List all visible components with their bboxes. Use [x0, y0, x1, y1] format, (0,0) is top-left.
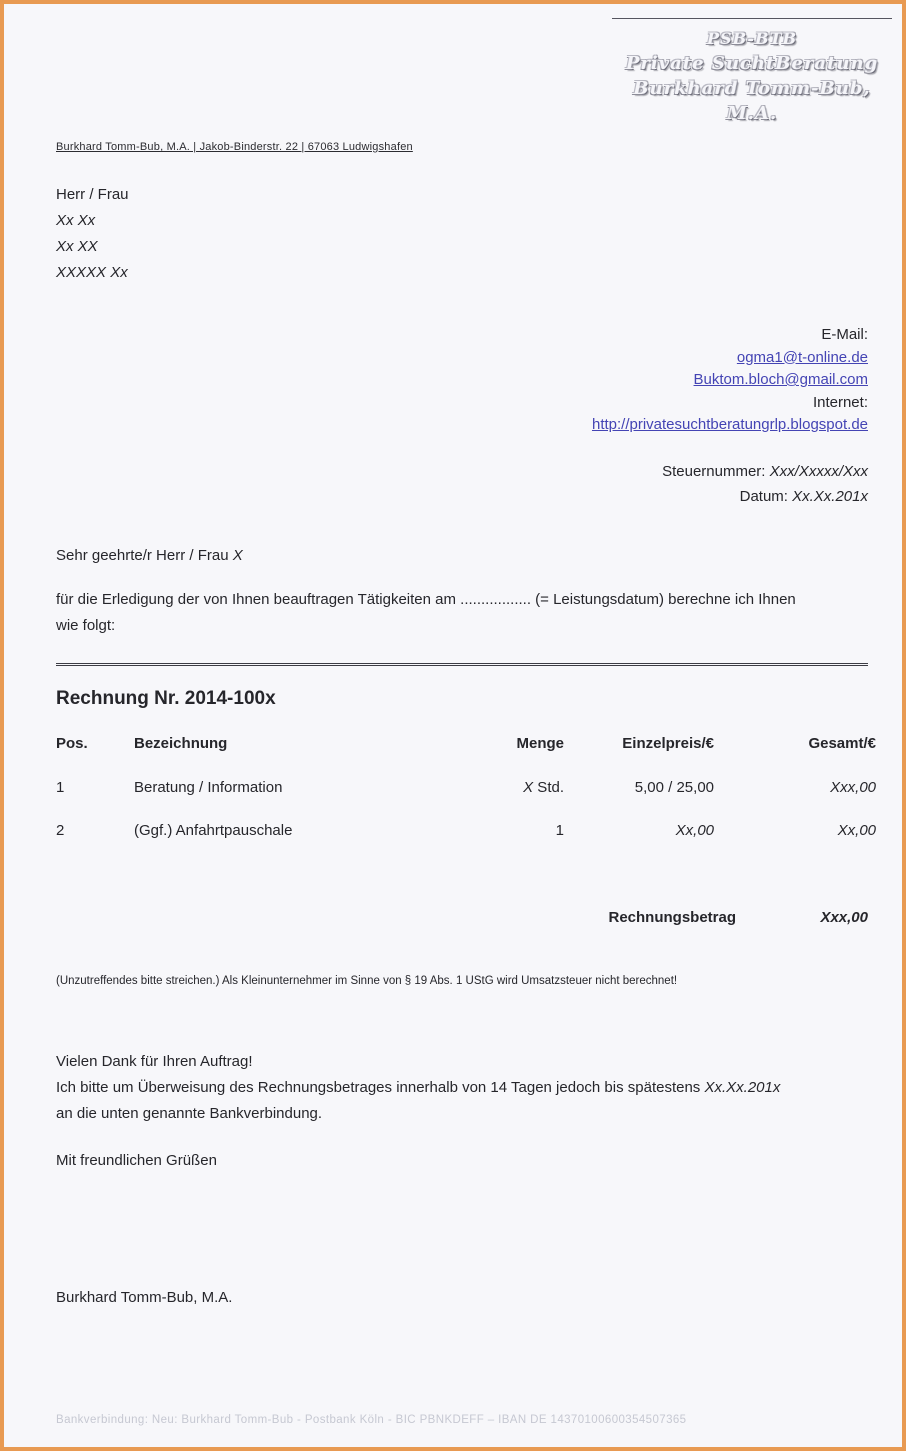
section-divider — [56, 663, 868, 666]
tax-exemption-note: (Unzutreffendes bitte streichen.) Als Kleinunternehmer im Sinne von § 19 Abs. 1 UStG wird Umsatzsteuer nicht berechnet! — [56, 975, 678, 987]
invoice-total-line — [608, 909, 868, 926]
letterhead-acronym: PSB-BTB — [707, 29, 797, 48]
letterhead-business-name: Private SuchtBeratung — [625, 53, 879, 74]
invoice-number-title: Rechnung Nr. 2014-100x — [56, 688, 276, 709]
recipient-city-placeholder: XXXXX Xx — [56, 264, 128, 281]
tax-number-value: Xxx/Xxxxx/Xxx — [769, 463, 868, 480]
row1-description: Beratung / Information — [134, 779, 283, 796]
signature-name: Burkhard Tomm-Bub, M.A. — [56, 1289, 233, 1306]
email-link-2[interactable]: Buktom.bloch@gmail.com — [693, 371, 868, 388]
email-link-1[interactable]: ogma1@t-online.de — [736, 348, 868, 366]
recipient-salutation: Herr / Frau — [56, 186, 129, 203]
total-label: Rechnungsbetrag — [608, 909, 736, 926]
tax-number-line: Steuernummer: Xxx/Xxxxx/Xxx — [662, 463, 868, 480]
row1-unit-price: 5,00 / 25,00 — [634, 779, 714, 796]
intro-paragraph — [56, 587, 886, 639]
row2-pos: 2 — [56, 822, 65, 839]
meta-block — [662, 459, 868, 509]
row1-total: Xxx,00 — [830, 779, 876, 796]
closing-salutation: Mit freundlichen Grüßen — [56, 1152, 217, 1169]
row2-total: Xx,00 — [837, 822, 876, 839]
email-label: E-Mail: — [821, 326, 868, 343]
date-value: Xx.Xx.201x — [792, 488, 868, 505]
greeting-name-placeholder: X — [232, 547, 243, 564]
internet-label: Internet: — [812, 393, 868, 411]
sender-address-line: Burkhard Tomm-Bub, M.A. | Jakob-Binderstr. 22 | 67063 Ludwigshafen — [56, 141, 413, 153]
col-header-description: Bezeichnung — [134, 735, 228, 752]
letterhead — [612, 18, 892, 126]
payment-bank-line: an die unten genannte Bankverbindung. — [56, 1105, 323, 1122]
intro-line-2: wie folgt: — [56, 617, 116, 634]
date-line: Datum: Xx.Xx.201x — [739, 488, 868, 505]
col-header-quantity: Menge — [516, 735, 564, 752]
payment-date-placeholder: Xx.Xx.201x — [704, 1079, 781, 1096]
invoice-items-table — [56, 735, 876, 865]
greeting-line: Sehr geehrte/r Herr / Frau X — [56, 547, 243, 564]
row1-quantity: X Std. — [523, 779, 564, 796]
row2-description: (Ggf.) Anfahrtpauschale — [134, 822, 293, 839]
row2-quantity: 1 — [555, 822, 564, 839]
recipient-block — [56, 182, 129, 286]
contact-block — [592, 324, 868, 437]
recipient-name-placeholder: Xx Xx — [56, 212, 96, 229]
payment-deadline-line: Ich bitte um Überweisung des Rechnungsbetrages innerhalb von 14 Tagen jedoch bis spätestens Xx.Xx.201x — [56, 1079, 781, 1096]
col-header-unit-price: Einzelpreis/€ — [622, 735, 714, 752]
intro-line-1: für die Erledigung der von Ihnen beauftragen Tätigkeiten am ................. (= Leistungsdatum) berechne ich Ihnen — [56, 591, 796, 608]
letterhead-owner-name: Burkhard Tomm-Bub, M.A. — [633, 78, 871, 124]
col-header-pos: Pos. — [56, 735, 88, 752]
website-link[interactable]: http://privatesuchtberatungrlp.blogspot.de — [591, 416, 868, 433]
recipient-street-placeholder: Xx XX — [56, 238, 98, 255]
col-header-total: Gesamt/€ — [808, 735, 876, 752]
row2-unit-price: Xx,00 — [675, 822, 714, 839]
payment-terms-block — [56, 1049, 780, 1127]
footer-bank-details: Bankverbindung: Neu: Burkhard Tomm-Bub - Postbank Köln - BIC PBNKDEFF – IBAN DE 14370100600354507365 — [56, 1414, 687, 1426]
thanks-line: Vielen Dank für Ihren Auftrag! — [56, 1053, 253, 1070]
row1-pos: 1 — [56, 779, 65, 796]
total-value: Xxx,00 — [820, 909, 868, 926]
